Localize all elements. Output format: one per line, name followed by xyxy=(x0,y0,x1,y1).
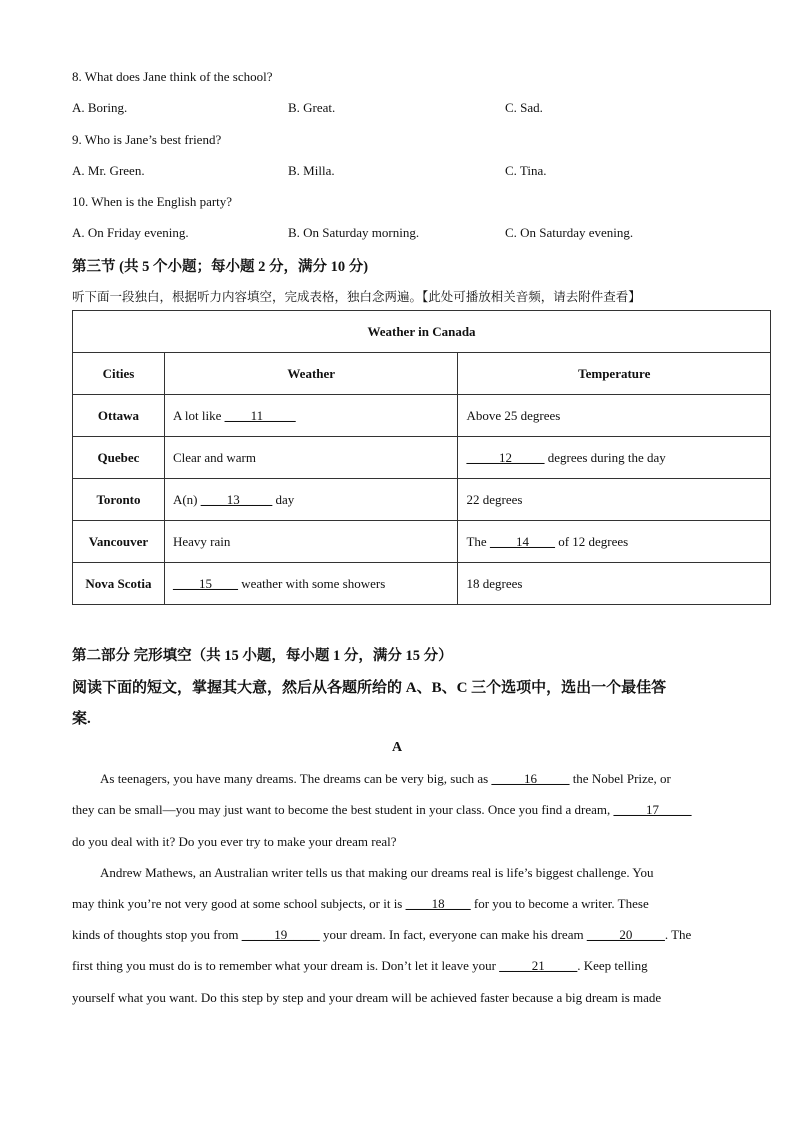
table-row xyxy=(73,521,771,563)
table-row xyxy=(73,479,771,521)
temperature-cell xyxy=(458,521,771,563)
temperature-cell xyxy=(458,479,771,521)
table-row xyxy=(73,395,771,437)
passage-line: yourself what you want. Do this step by step and your dream will be achieved faster because a big dream is made xyxy=(72,990,662,1005)
part2-instruction-line1: 阅读下面的短文，掌握其大意，然后从各题所给的 A、B、C 三个选项中，选出一个最佳答 xyxy=(72,680,667,696)
weather-table xyxy=(72,310,771,605)
passage-line: As teenagers, you have many dreams. The dreams can be very big, such as _____16_____ the Nobel Prize, or xyxy=(100,771,671,786)
table-row xyxy=(73,563,771,605)
temperature-cell xyxy=(458,563,771,605)
city-cell: Quebec xyxy=(73,437,165,479)
blank-18: ____18____ xyxy=(405,896,471,911)
passage-line: do you deal with it? Do you ever try to make your dream real? xyxy=(72,834,397,849)
question-8-option-a: A. Boring. xyxy=(72,100,128,115)
city-cell: Toronto xyxy=(73,479,165,521)
question-8-option-b: B. Great. xyxy=(288,100,336,115)
blank-17: _____17_____ xyxy=(613,802,692,817)
part2-heading: 第二部分 完形填空（共 15 小题，每小题 1 分，满分 15 分） xyxy=(72,648,453,664)
section3-instruction: 听下面一段独白，根据听力内容填空，完成表格，独白念两遍。【此处可播放相关音频，请去附件查看】 xyxy=(72,289,641,304)
question-8-option-c: C. Sad. xyxy=(505,100,543,115)
header-cities: Cities xyxy=(73,353,165,395)
weather-text: A lot like xyxy=(172,407,225,423)
passage-line: they can be small—you may just want to become the best student in your class. Once you find a dream, _____17_____ xyxy=(72,802,692,817)
question-9-option-c: C. Tina. xyxy=(505,163,547,178)
blank-19: _____19_____ xyxy=(241,927,320,942)
temperature-cell xyxy=(458,395,771,437)
weather-text-post: weather with some showers xyxy=(237,575,386,591)
blank-21: _____21_____ xyxy=(499,958,578,973)
passage-title: A xyxy=(391,740,403,755)
question-10-option-a: A. On Friday evening. xyxy=(72,225,189,240)
weather-cell xyxy=(164,479,458,521)
passage-line: may think you’re not very good at some school subjects, or it is ____18____ for you to become a writer. These xyxy=(72,896,649,911)
temperature-text: The xyxy=(466,533,490,549)
passage-line: kinds of thoughts stop you from _____19_____ your dream. In fact, everyone can make his dream _____20_____. The xyxy=(72,927,692,942)
part2-instruction-line2: 案. xyxy=(72,711,91,727)
question-9-stem: 9. Who is Jane’s best friend? xyxy=(72,132,222,147)
temperature-text: 18 degrees xyxy=(466,575,523,591)
weather-text-post: day xyxy=(272,491,295,507)
passage-line: first thing you must do is to remember what your dream is. Don’t let it leave your _____21_____. Keep telling xyxy=(72,958,648,973)
temperature-text: 22 degrees xyxy=(466,491,523,507)
weather-text: Heavy rain xyxy=(172,533,231,549)
weather-cell xyxy=(164,521,458,563)
temperature-cell xyxy=(458,437,771,479)
weather-text: A(n) xyxy=(172,491,201,507)
question-9-option-b: B. Milla. xyxy=(288,163,335,178)
blank-14: ____14____ xyxy=(489,533,555,549)
blank-15: ____15____ xyxy=(172,575,238,591)
question-8-stem: 8. What does Jane think of the school? xyxy=(72,69,273,84)
weather-cell xyxy=(164,395,458,437)
table-title: Weather in Canada xyxy=(73,311,771,353)
table-row xyxy=(73,437,771,479)
blank-13: ____13_____ xyxy=(200,491,273,507)
city-cell: Nova Scotia xyxy=(73,563,165,605)
question-10-option-c: C. On Saturday evening. xyxy=(505,225,634,240)
section3-heading: 第三节 (共 5 个小题；每小题 2 分，满分 10 分) xyxy=(72,259,369,275)
weather-cell xyxy=(164,437,458,479)
header-weather: Weather xyxy=(164,353,458,395)
weather-cell xyxy=(164,563,458,605)
temperature-text: Above 25 degrees xyxy=(466,407,561,423)
blank-20: _____20_____ xyxy=(586,927,665,942)
header-temperature: Temperature xyxy=(458,353,771,395)
temperature-text: degrees during the day xyxy=(544,449,666,465)
blank-12: _____12_____ xyxy=(466,449,545,465)
table-header-row xyxy=(73,353,771,395)
question-10-option-b: B. On Saturday morning. xyxy=(288,225,420,240)
temperature-text-post: of 12 degrees xyxy=(554,533,629,549)
city-cell: Ottawa xyxy=(73,395,165,437)
passage-line: Andrew Mathews, an Australian writer tells us that making our dreams real is life’s biggest challenge. You xyxy=(100,865,654,880)
question-10-stem: 10. When is the English party? xyxy=(72,194,233,209)
blank-11: ____11_____ xyxy=(224,407,296,423)
question-9-option-a: A. Mr. Green. xyxy=(72,163,145,178)
weather-text: Clear and warm xyxy=(172,449,256,465)
blank-16: _____16_____ xyxy=(491,771,570,786)
city-cell: Vancouver xyxy=(73,521,165,563)
